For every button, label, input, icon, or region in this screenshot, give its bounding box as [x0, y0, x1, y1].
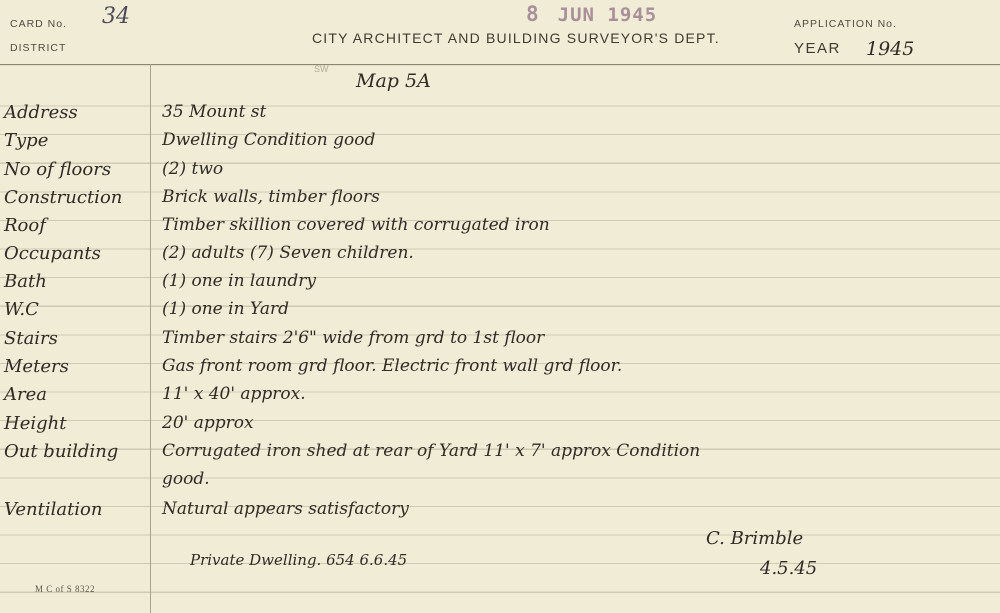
field-row — [0, 157, 1000, 185]
field-row — [0, 297, 1000, 325]
inspector-signature: C. Brimble — [706, 528, 804, 549]
field-value: Natural appears satisfactory — [162, 499, 409, 519]
field-label: Roof — [4, 215, 46, 236]
field-row — [0, 128, 1000, 156]
field-value: Gas front room grd floor. Electric front wall grd floor. — [162, 356, 623, 376]
field-row — [0, 439, 1000, 467]
field-label: Type — [4, 130, 49, 151]
field-row — [0, 269, 1000, 297]
map-reference: Map 5A — [356, 70, 431, 92]
field-value: 20' approx — [162, 413, 254, 433]
field-row — [0, 241, 1000, 269]
date-received-stamp — [526, 2, 657, 26]
field-value: (1) one in laundry — [162, 271, 317, 291]
field-value: (1) one in Yard — [162, 299, 289, 319]
inspection-date: 4.5.45 — [760, 558, 818, 579]
field-row — [0, 411, 1000, 439]
field-label: Out building — [4, 441, 119, 462]
field-label: Bath — [4, 271, 47, 292]
field-label: Ventilation — [4, 499, 103, 520]
field-row — [0, 185, 1000, 213]
printer-mark: M C of S 8322 — [35, 584, 96, 594]
field-value: (2) two — [162, 159, 224, 179]
field-value: Brick walls, timber floors — [162, 187, 380, 207]
field-row — [0, 213, 1000, 241]
dwelling-note: Private Dwelling. 654 6.6.45 — [190, 551, 408, 569]
field-label: Construction — [4, 187, 123, 208]
field-row — [0, 354, 1000, 382]
district-label: DISTRICT — [10, 42, 67, 54]
field-row — [0, 467, 1000, 495]
field-value: (2) adults (7) Seven children. — [162, 243, 414, 263]
faint-mark: SW — [314, 64, 329, 74]
field-label: W.C — [4, 299, 39, 320]
stamp-month-year: JUN 1945 — [557, 4, 658, 26]
field-label: Occupants — [4, 243, 101, 264]
field-label: Stairs — [4, 328, 58, 349]
field-row — [0, 100, 1000, 128]
field-value: Timber stairs 2'6" wide from grd to 1st floor — [162, 328, 545, 348]
field-row — [0, 382, 1000, 410]
year-value: 1945 — [866, 38, 915, 60]
stamp-day: 8 — [526, 2, 540, 26]
field-value: Dwelling Condition good — [162, 130, 376, 150]
card-header — [0, 0, 1000, 65]
field-label: Height — [4, 413, 67, 434]
field-row — [0, 497, 1000, 525]
field-row — [0, 326, 1000, 354]
field-value: 35 Mount st — [162, 102, 267, 122]
field-label: No of floors — [4, 159, 112, 180]
department-title: CITY ARCHITECT AND BUILDING SURVEYOR'S DEPT. — [312, 30, 720, 46]
field-value: good. — [162, 469, 210, 489]
field-value: Corrugated iron shed at rear of Yard 11' x 7' approx Condition — [162, 441, 701, 461]
card-no-label: CARD No. — [10, 18, 68, 30]
field-value: 11' x 40' approx. — [162, 384, 306, 404]
field-label: Meters — [4, 356, 69, 377]
field-value: Timber skillion covered with corrugated iron — [162, 215, 550, 235]
card-no-value: 34 — [102, 4, 130, 29]
field-label: Area — [4, 384, 47, 405]
field-label: Address — [4, 102, 78, 123]
application-no-label: APPLICATION No. — [794, 18, 897, 30]
year-label: YEAR — [794, 40, 841, 57]
